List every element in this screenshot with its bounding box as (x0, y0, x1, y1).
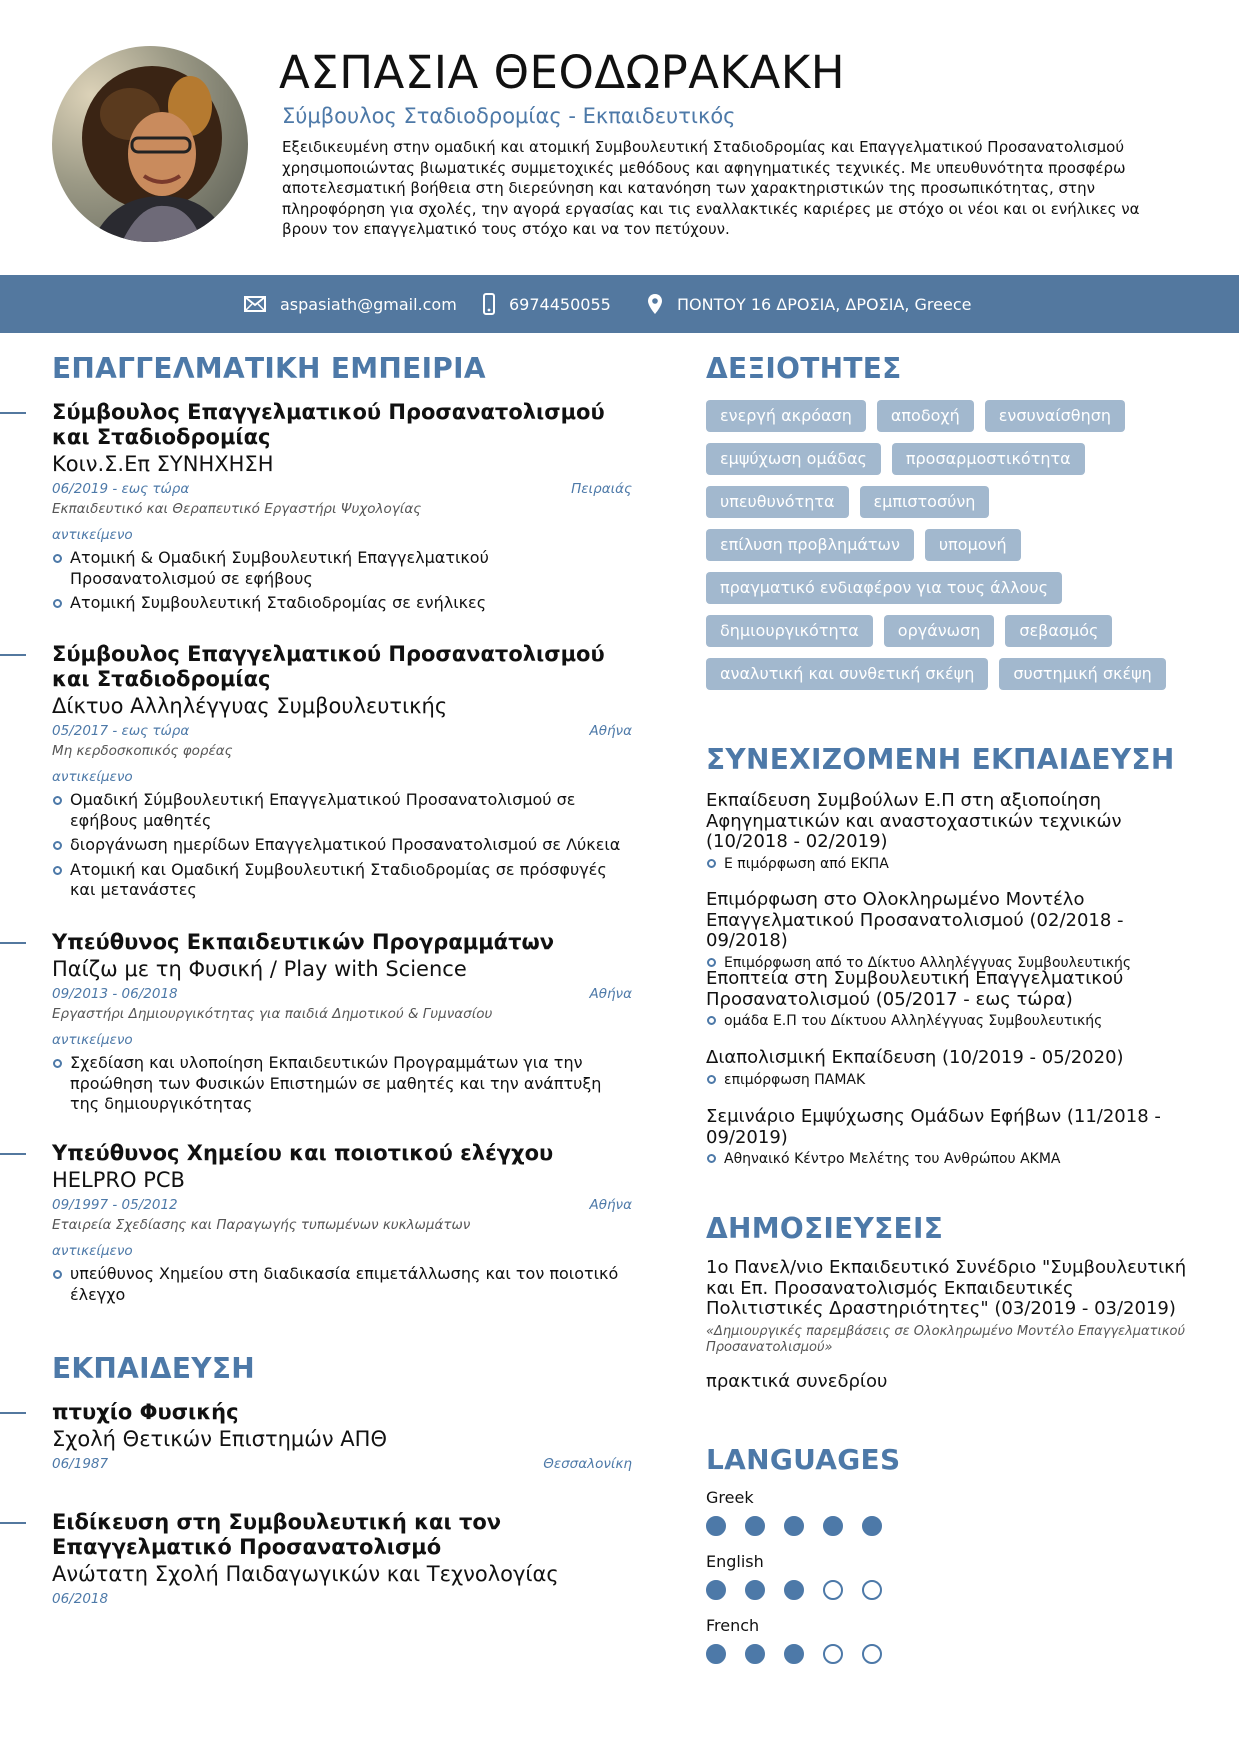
achievement-item: διοργάνωση ημερίδων Επαγγελματικού Προσανατολισμού σε Λύκεια (52, 835, 632, 856)
course-provider: Επιμόρφωση από το Δίκτυο Αλληλέγγυας Συμβουλευτικής (706, 954, 1206, 972)
job-title: Σύμβουλος Επαγγελματικού Προσανατολισμού και Σταδιοδρομίας (52, 642, 605, 691)
job-dates: 06/2019 - εως τώρα (52, 481, 190, 497)
course-item (706, 890, 1206, 972)
contact-email[interactable] (244, 275, 457, 333)
achievement-item: υπεύθυνος Χημείου στη διαδικασία επιμετάλλωσης και τον ποιοτικό έλεγχο (52, 1264, 632, 1305)
skill-tag: υπευθυνότητα (706, 486, 849, 518)
location-pin-icon (647, 293, 663, 315)
course-title: Εκπαίδευση Συμβούλων Ε.Π στη αξιοποίηση Αφηγηματικών και αναστοχαστικών τεχνικών (10/2018 - 02/2019) (706, 790, 1122, 852)
employer: HELPRO PCB (52, 1168, 185, 1192)
course-item (706, 1048, 1206, 1089)
contact-address (647, 275, 971, 333)
proficiency-dots (706, 1580, 906, 1600)
job-title: Υπεύθυνος Χημείου και ποιοτικού ελέγχου (52, 1141, 554, 1165)
skill-tag: συστημική σκέψη (999, 658, 1165, 690)
skill-tag: επίλυση προβλημάτων (706, 529, 914, 561)
proficiency-dot-filled (784, 1644, 804, 1664)
employer-description: Εταιρεία Σχεδίασης και Παραγωγής τυπωμένων κυκλωμάτων (52, 1217, 471, 1233)
employer: Παίζω με τη Φυσική / Play with Science (52, 957, 467, 981)
employer-description: Εργαστήρι Δημιουργικότητας για παιδιά Δημοτικού & Γυμνασίου (52, 1006, 493, 1022)
job-meta (52, 481, 632, 499)
skill-row (706, 615, 1176, 647)
skill-row (706, 443, 1176, 475)
education-meta (52, 1456, 632, 1474)
achievement-list (52, 548, 632, 614)
skill-row (706, 572, 1176, 604)
proficiency-dot-filled (745, 1516, 765, 1536)
proficiency-dot-empty (823, 1580, 843, 1600)
course-item (706, 791, 1206, 873)
skill-tag: υπομονή (925, 529, 1021, 561)
objective-label: αντικείμενο (52, 527, 133, 543)
achievement-item: Ατομική και Ομαδική Συμβουλευτική Σταδιοδρομίας σε πρόσφυγές και μετανάστες (52, 860, 632, 901)
experience-item (52, 1141, 632, 1309)
timeline-marker (0, 654, 26, 656)
course-provider: ομάδα Ε.Π του Δίκτυου Αλληλέγγυας Συμβουλευτικής (706, 1012, 1206, 1030)
skill-tag: ενσυναίσθηση (985, 400, 1125, 432)
proficiency-dot-filled (706, 1644, 726, 1664)
degree-title: πτυχίο Φυσικής (52, 1400, 239, 1424)
job-title: Υπεύθυνος Εκπαιδευτικών Προγραμμάτων (52, 930, 555, 954)
proficiency-dot-filled (784, 1516, 804, 1536)
continuing-education-section-title: ΣΥΝΕΧΙΖΟΜΕΝΗ ΕΚΠΑΙΔΕΥΣΗ (706, 743, 1175, 776)
publications-section-title: ΔΗΜΟΣΙΕΥΣΕΙΣ (706, 1212, 944, 1245)
objective-label: αντικείμενο (52, 769, 133, 785)
proficiency-dot-filled (706, 1516, 726, 1536)
skill-row (706, 529, 1176, 561)
objective-label: αντικείμενο (52, 1032, 133, 1048)
profile-summary: Εξειδικευμένη στην ομαδική και ατομική Συμβουλευτική Σταδιοδρομίας και Επαγγελματικού Προσανατολισμού χρησιμοποιώντας βιωματικές συμμετοχικές μεθόδους και αφηγηματικές τεχνικές. Με υπευθυνότητα προσφέρω αποτελεσματική βοήθεια στη διερεύνηση και κατανόηση των χαρακτηριστικών της προσωπικότητας, στην πληροφόρηση για σχολές, την αγορά εργασίας και τις εναλλακτικές καριέρες με στόχο οι νέοι και οι ενήλικες να βρουν τον επαγγελματικό τους στόχο και να τον πετύχουν. (282, 138, 1140, 238)
publication-title: 1ο Πανελ/νιο Εκπαιδευτικό Συνέδριο "Συμβουλευτική και Επ. Προσανατολισμός Εκπαιδευτικές Πολιτιστικές Δραστηριότητες" (03/2019 - 03/2019) (706, 1257, 1187, 1319)
education-meta (52, 1591, 632, 1609)
skill-tag: πραγματικό ενδιαφέρον για τους άλλους (706, 572, 1062, 604)
job-location: Αθήνα (589, 723, 632, 739)
phone-icon (483, 293, 495, 315)
job-dates: 05/2017 - εως τώρα (52, 723, 190, 739)
education-location: Θεσσαλονίκη (543, 1456, 632, 1472)
job-dates: 09/1997 - 05/2012 (52, 1197, 178, 1213)
address-text: ΠΟΝΤΟΥ 16 ΔΡΟΣΙΑ, ΔΡΟΣΙΑ, Greece (677, 294, 972, 314)
job-location: Πειραιάς (571, 481, 632, 497)
proficiency-dot-filled (823, 1516, 843, 1536)
objective-label: αντικείμενο (52, 1243, 133, 1259)
job-meta (52, 1197, 632, 1215)
proficiency-dot-filled (862, 1516, 882, 1536)
employer: Δίκτυο Αλληλέγγυας Συμβουλευτικής (52, 694, 448, 718)
employer-description: Μη κερδοσκοπικός φορέας (52, 743, 233, 759)
achievement-item: Σχεδίαση και υλοποίηση Εκπαιδευτικών Προγραμμάτων για την προώθηση των Φυσικών Επιστημών σε μαθητές και την ανάπτυξη της δημιουργικότητας (52, 1053, 632, 1115)
contact-bar (0, 275, 1239, 333)
email-text: aspasiath@gmail.com (280, 294, 457, 314)
skill-tag: εμπιστοσύνη (860, 486, 990, 518)
skill-tag: προσαρμοστικότητα (892, 443, 1085, 475)
proficiency-dot-empty (862, 1644, 882, 1664)
course-title: Διαπολισμική Εκπαίδευση (10/2019 - 05/2020) (706, 1047, 1124, 1068)
job-dates: 09/2013 - 06/2018 (52, 986, 178, 1002)
achievement-list (52, 1053, 632, 1115)
phone-text: 6974450055 (509, 294, 611, 314)
timeline-marker (0, 1522, 26, 1524)
job-location: Αθήνα (589, 1197, 632, 1213)
envelope-icon (244, 296, 266, 312)
skill-row (706, 400, 1176, 432)
language-item (706, 1616, 906, 1664)
language-name: English (706, 1552, 764, 1571)
achievement-item: Ατομική & Ομαδική Συμβουλευτική Επαγγελματικού Προσανατολισμού σε εφήβους (52, 548, 632, 589)
experience-section-title: ΕΠΑΓΓΕΛΜΑΤΙΚΗ ΕΜΠΕΙΡΙΑ (52, 352, 486, 385)
skill-row (706, 658, 1176, 690)
employer-description: Εκπαιδευτικό και Θεραπευτικό Εργαστήρι Ψυχολογίας (52, 501, 422, 517)
course-provider: Αθηναικό Κέντρο Μελέτης του Ανθρώπου ΑΚΜΑ (706, 1150, 1206, 1168)
skill-tag: δημιουργικότητα (706, 615, 873, 647)
course-item (706, 969, 1206, 1030)
proficiency-dot-filled (745, 1580, 765, 1600)
education-dates: 06/1987 (52, 1456, 109, 1472)
proficiency-dots (706, 1516, 906, 1536)
course-provider: Ε πιμόρφωση από ΕΚΠΑ (706, 855, 1206, 873)
language-item (706, 1488, 906, 1536)
school-name: Ανώτατη Σχολή Παιδαγωγικών και Τεχνολογίας (52, 1562, 559, 1586)
education-item (52, 1510, 632, 1609)
language-name: French (706, 1616, 760, 1635)
employer: Κοιν.Σ.Επ ΣΥΝΗΧΗΣΗ (52, 452, 274, 476)
experience-item (52, 642, 632, 905)
achievement-item: Ομαδική Σύμβουλευτική Επαγγελματικού Προσανατολισμού σε εφήβους μαθητές (52, 790, 632, 831)
achievement-item: Ατομική Συμβουλευτική Σταδιοδρομίας σε ενήλικες (52, 593, 632, 614)
language-name: Greek (706, 1488, 754, 1507)
timeline-marker (0, 942, 26, 944)
timeline-marker (0, 1412, 26, 1414)
achievement-list (52, 790, 632, 901)
experience-item (52, 930, 632, 1119)
candidate-name: ΑΣΠΑΣΙΑ ΘΕΟΔΩΡΑΚΑΚΗ (279, 46, 846, 99)
degree-title: Ειδίκευση στη Συμβουλευτική και τον Επαγγελματικό Προσανατολισμό (52, 1510, 502, 1559)
publication-subtitle: «Δημιουργικές παρεμβάσεις σε Ολοκληρωμένο Μοντέλο Επαγγελματικού Προσανατολισμού» (706, 1323, 1185, 1355)
languages-section-title: LANGUAGES (706, 1443, 901, 1476)
proficiency-dot-filled (706, 1580, 726, 1600)
skill-tag: εμψύχωση ομάδας (706, 443, 881, 475)
publication-item (706, 1258, 1196, 1392)
achievement-list (52, 1264, 632, 1305)
proficiency-dot-empty (823, 1644, 843, 1664)
proficiency-dots (706, 1644, 906, 1664)
contact-phone[interactable] (483, 275, 611, 333)
course-provider: επιμόρφωση ΠΑΜΑΚ (706, 1071, 1206, 1089)
proficiency-dot-empty (862, 1580, 882, 1600)
course-item (706, 1107, 1206, 1168)
education-item (52, 1400, 632, 1474)
proficiency-dot-filled (784, 1580, 804, 1600)
skill-tag: αποδοχή (877, 400, 974, 432)
job-title: Σύμβουλος Επαγγελματικού Προσανατολισμού και Σταδιοδρομίας (52, 400, 605, 449)
timeline-marker (0, 1153, 26, 1155)
job-meta (52, 986, 632, 1004)
job-meta (52, 723, 632, 741)
education-dates: 06/2018 (52, 1591, 109, 1607)
school-name: Σχολή Θετικών Επιστημών ΑΠΘ (52, 1427, 387, 1451)
headline: Σύμβουλος Σταδιοδρομίας - Εκπαιδευτικός (282, 104, 736, 128)
course-title: Σεμινάριο Εμψύχωσης Ομάδων Εφήβων (11/2018 - 09/2019) (706, 1106, 1161, 1148)
skills-list (706, 400, 1176, 701)
skills-section-title: ΔΕΞΙΟΤΗΤΕΣ (706, 352, 902, 385)
job-location: Αθήνα (589, 986, 632, 1002)
skill-tag: σεβασμός (1005, 615, 1112, 647)
skill-row (706, 486, 1176, 518)
experience-item (52, 400, 632, 618)
profile-photo (52, 46, 248, 242)
skill-tag: ενεργή ακρόαση (706, 400, 866, 432)
language-item (706, 1552, 906, 1600)
course-title: Επιμόρφωση στο Ολοκληρωμένο Μοντέλο Επαγγελματικού Προσανατολισμού (02/2018 - 09/2018) (706, 889, 1124, 951)
publication-note: πρακτικά συνεδρίου (706, 1370, 888, 1392)
skill-tag: αναλυτική και συνθετική σκέψη (706, 658, 988, 690)
proficiency-dot-filled (745, 1644, 765, 1664)
education-section-title: ΕΚΠΑΙΔΕΥΣΗ (52, 1352, 255, 1385)
skill-tag: οργάνωση (884, 615, 995, 647)
timeline-marker (0, 412, 26, 414)
course-title: Εποπτεία στη Συμβουλευτική Επαγγελματικού Προσανατολισμού (05/2017 - εως τώρα) (706, 968, 1124, 1010)
